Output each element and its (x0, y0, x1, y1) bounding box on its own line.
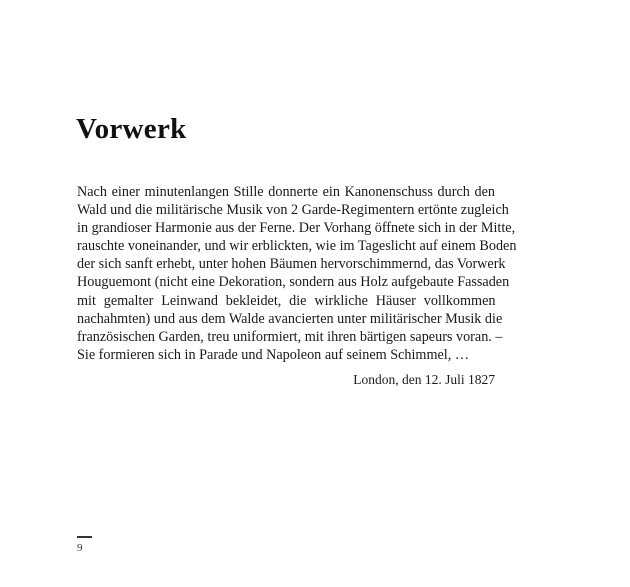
text-line: der sich sanft erhebt, unter hohen Bäumen hervorschimmernd, das Vorwerk (77, 256, 506, 273)
text-line: Wald und die militärische Musik von 2 Garde-Regimentern ertönte zugleich (77, 202, 509, 219)
text-line: nachahmten) und aus dem Walde avancierten unter militärischer Musik die (77, 310, 503, 327)
text-line: in grandioser Harmonie aus der Ferne. Der Vorhang öffnete sich in der Mitte, (77, 220, 516, 237)
body-paragraph (77, 183, 517, 364)
text-line: Nach einer minutenlangen Stille donnerte ein Kanonenschuss durch den (77, 184, 495, 200)
page-title: Vorwerk (76, 113, 187, 145)
signoff-place-date: London, den 12. Juli 1827 (353, 372, 495, 387)
text-line: mit gemalter Leinwand bekleidet, die wirkliche Häuser vollkommen (77, 292, 496, 309)
text-line: französischen Garden, treu uniformiert, mit ihren bärtigen sapeurs voran. – (77, 328, 503, 345)
text-line: Sie formieren sich in Parade und Napoleon auf seinem Schimmel, … (77, 346, 470, 363)
footer-rule (77, 536, 92, 538)
page-number: 9 (77, 542, 83, 554)
text-line: rauschte voneinander, und wir erblickten, wie im Tageslicht auf einem Boden (77, 238, 517, 255)
text-line: Houguemont (nicht eine Dekoration, sondern aus Holz aufgebaute Fassaden (77, 274, 510, 291)
